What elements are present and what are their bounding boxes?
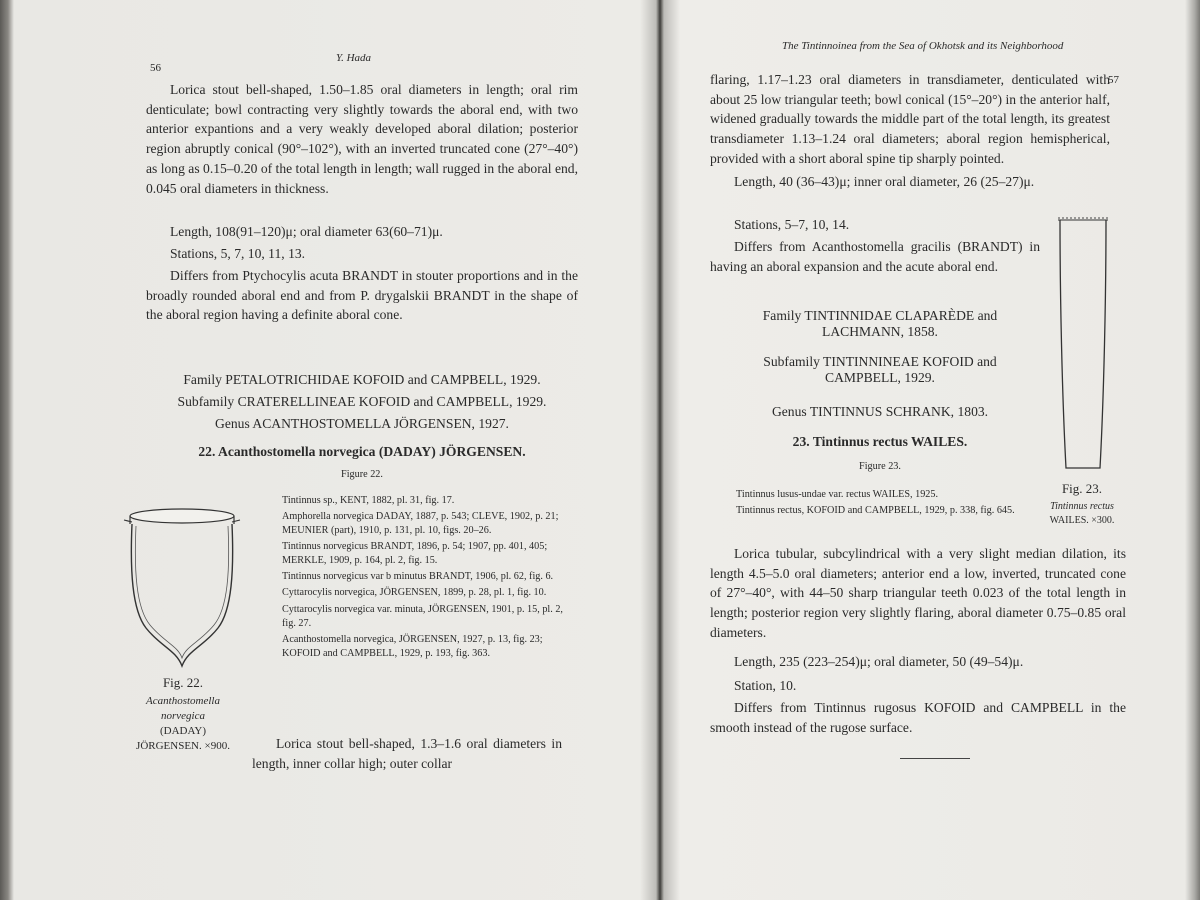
fig-22-caption-line: (DADAY) bbox=[159, 725, 207, 737]
page-number-left: 56 bbox=[150, 62, 161, 74]
synonym-entry: Tintinnus sp., KENT, 1882, pl. 31, fig. 17. bbox=[282, 495, 455, 506]
fig-23-caption-line: WAILES. ×300. bbox=[1049, 515, 1115, 526]
genus-heading: Genus TINTINNUS SCHRANK, 1803. bbox=[771, 404, 989, 419]
synonym-entry: Tintinnus lusus-undae var. rectus WAILES, 1925. bbox=[736, 489, 939, 500]
figure-reference: Figure 23. bbox=[859, 461, 901, 472]
paragraph-differs: Differs from Ptychocylis acuta BRANDT in stouter proportions and in the broadly rounded aboral end and from P. drygalskii BRANDT in the shape of the aboral region having a definite aboral cone. bbox=[146, 268, 578, 323]
synonym-entry: Cyttarocylis norvegica var. minuta, JÖRGENSEN, 1901, p. 15, pl. 2, fig. 27. bbox=[282, 603, 563, 629]
subfamily-heading: Subfamily CRATERELLINEAE KOFOID and CAMPBELL, 1929. bbox=[177, 394, 547, 409]
family-heading: Family PETALOTRICHIDAE KOFOID and CAMPBELL, 1929. bbox=[183, 372, 541, 387]
fig-23-caption-line: Tintinnus rectus bbox=[1050, 501, 1114, 512]
fig-22-caption-line: Acanthostomella bbox=[146, 695, 220, 707]
paragraph-differs-2: Differs from Tintinnus rugosus KOFOID and CAMPBELL in the smooth instead of the rugose surface. bbox=[710, 700, 1126, 735]
genus-heading: Genus ACANTHOSTOMELLA JÖRGENSEN, 1927. bbox=[215, 416, 509, 431]
paragraph-length: Length, 40 (36–43)μ; inner oral diameter, 26 (25–27)μ. bbox=[734, 174, 1035, 189]
figure-22-lorica-illustration bbox=[120, 500, 244, 670]
synonym-entry: Tintinnus norvegicus BRANDT, 1896, p. 54; 1907, pp. 401, 405; MERKLE, 1909, p. 164, pl. 2, fig. 15. bbox=[282, 541, 548, 567]
fig-22-caption-line: norvegica bbox=[161, 710, 205, 722]
synonymy-list bbox=[282, 494, 572, 661]
paragraph-lorica-description: Lorica tubular, subcylindrical with a very slight median dilation, its length 4.5–5.0 oral diameters; anterior end a low, inverted, truncated cone of 27°–40°, with 44–50 sharp triangular teeth 0.023 of the total length in length; posterior region very slightly flaring, aboral diameter 0.75–0.85 oral diameters. bbox=[710, 546, 1126, 640]
paragraph-length: Length, 235 (223–254)μ; oral diameter, 50 (49–54)μ. bbox=[734, 654, 1024, 669]
synonymy-list bbox=[736, 488, 1036, 518]
synonym-entry: Amphorella norvegica DADAY, 1887, p. 543; CLEVE, 1902, p. 21; MEUNIER (part), 1910, p. 131, pl. 10, figs. 20–26. bbox=[282, 511, 559, 537]
family-heading: Family TINTINNIDAE CLAPARÈDE and LACHMANN, 1858. bbox=[762, 308, 998, 339]
fig-22-label: Fig. 22. bbox=[162, 675, 204, 690]
synonym-entry: Cyttarocylis norvegica, JÖRGENSEN, 1899, p. 28, pl. 1, fig. 10. bbox=[282, 587, 547, 599]
synonym-entry: Acanthostomella norvegica, JÖRGENSEN, 1927, p. 13, fig. 23; KOFOID and CAMPBELL, 1929, p. 193, fig. 363. bbox=[282, 633, 543, 659]
synonym-entry: Tintinnus norvegicus var b minutus BRANDT, 1906, pl. 62, fig. 6. bbox=[282, 571, 554, 583]
synonym-entry: Tintinnus rectus, KOFOID and CAMPBELL, 1929, p. 338, fig. 645. bbox=[736, 505, 1015, 517]
paragraph-continued: flaring, 1.17–1.23 oral diameters in transdiameter, denticulated with about 25 low triangular teeth; bowl conical (15°–20°) in the anterior half, widened gradually towards the middle part of the total length, its greatest transdiameter 1.13–1.24 oral diameters; aboral region hemispherical, provided with a short aboral spine tip sharply pointed. bbox=[710, 72, 1110, 166]
paragraph-stations: Stations, 5, 7, 10, 11, 13. bbox=[170, 246, 306, 261]
figure-23-lorica-illustration bbox=[1054, 214, 1112, 472]
fig-22-caption-line: JÖRGENSEN. ×900. bbox=[136, 740, 230, 752]
fig-23-label: Fig. 23. bbox=[1061, 481, 1103, 496]
figure-reference: Figure 22. bbox=[341, 469, 383, 480]
running-header-author: Y. Hada bbox=[336, 52, 372, 64]
end-rule bbox=[900, 758, 970, 759]
paragraph-station: Station, 10. bbox=[734, 678, 797, 693]
species-title: 22. Acanthostomella norvegica (DADAY) JÖRGENSEN. bbox=[198, 444, 526, 459]
paragraph-stations: Stations, 5–7, 10, 14. bbox=[734, 217, 850, 232]
subfamily-heading: Subfamily TINTINNINEAE KOFOID and CAMPBELL, 1929. bbox=[763, 354, 997, 385]
paragraph-lorica-22: Lorica stout bell-shaped, 1.3–1.6 oral diameters in length, inner collar high; outer collar bbox=[252, 736, 562, 771]
running-header-title: The Tintinnoinea from the Sea of Okhotsk and its Neighborhood bbox=[782, 40, 1064, 52]
paragraph-differs: Differs from Acanthostomella gracilis (BRANDT) in having an aboral expansion and the acute aboral end. bbox=[710, 239, 1040, 274]
page-number-right: 57 bbox=[1108, 74, 1119, 86]
species-title: 23. Tintinnus rectus WAILES. bbox=[792, 434, 968, 449]
paragraph-length: Length, 108(91–120)μ; oral diameter 63(60–71)μ. bbox=[170, 224, 443, 239]
paragraph-lorica-description: Lorica stout bell-shaped, 1.50–1.85 oral diameters in length; oral rim denticulate; bowl contracting very slightly towards the aboral end, with two anterior expantions and a very weakly developed aboral dilation; posterior region abruptly conical (90°–102°), with an inverted truncated cone (27°–40°) as long as 0.15–0.20 of the total length in length; wall rugged in the aboral end, 0.045 oral diameters in thickness. bbox=[146, 82, 578, 196]
